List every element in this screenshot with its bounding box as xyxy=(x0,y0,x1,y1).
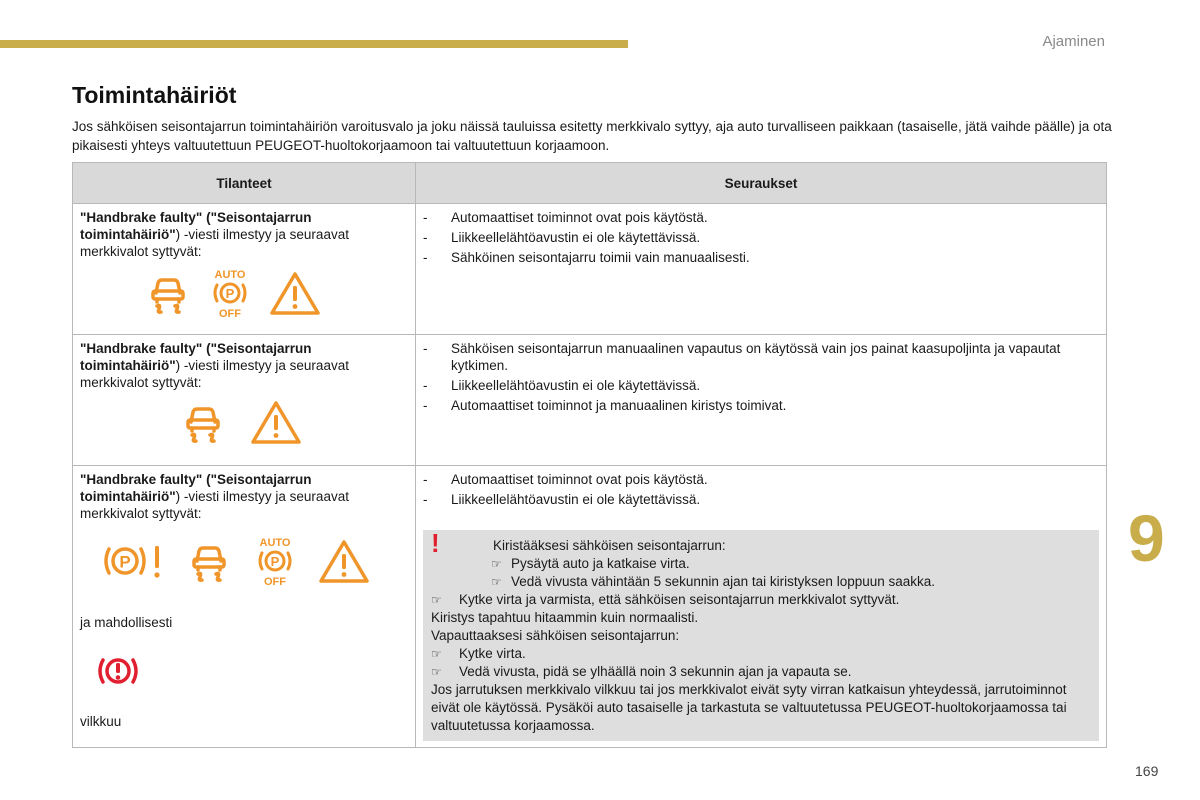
list-item xyxy=(431,663,1091,681)
pointing-hand-icon: ☞ xyxy=(491,557,502,571)
warning-triangle-icon xyxy=(318,538,370,588)
svg-text:P: P xyxy=(225,286,235,301)
list-item: - Automaattiset toiminnot ovat pois käytöstä. xyxy=(423,471,1099,488)
consequence-cell xyxy=(416,466,1107,748)
svg-text:OFF: OFF xyxy=(219,308,241,318)
consequence-list xyxy=(423,340,1099,414)
table-row xyxy=(73,466,1107,748)
skid-icon xyxy=(186,539,232,587)
skid-icon xyxy=(180,400,226,448)
step-text: Kytke virta ja varmista, että sähköisen seisontajarrun merkkivalot syttyvät. xyxy=(459,592,900,607)
warning-triangle-icon xyxy=(269,270,321,320)
exclamation-icon: ! xyxy=(431,528,440,558)
column-header-situations: Tilanteet xyxy=(73,163,416,204)
situation-cell xyxy=(73,335,416,466)
list-item: - Liikkeellelähtöavustin ei ole käytettävissä. xyxy=(423,229,1099,246)
step-text: Kytke virta. xyxy=(459,646,526,661)
pointing-hand-icon: ☞ xyxy=(431,593,442,607)
message-rest: ) -viesti ilmestyy ja seuraavat merkkivalot syttyvät: xyxy=(80,227,349,259)
consequence-list xyxy=(423,471,1099,508)
list-item: - Liikkeellelähtöavustin ei ole käytettävissä. xyxy=(423,491,1099,508)
step-text: Pysäytä auto ja katkaise virta. xyxy=(511,556,690,571)
and-possibly-text: ja mahdollisesti xyxy=(80,615,173,630)
svg-text:OFF: OFF xyxy=(264,576,286,586)
auto-p-off-icon xyxy=(209,268,251,322)
indicator-icons xyxy=(145,268,408,322)
pointing-hand-icon: ☞ xyxy=(491,575,502,589)
column-header-consequences: Seuraukset xyxy=(416,163,1107,204)
skid-icon xyxy=(145,271,191,319)
flashing-text: vilkkuu xyxy=(80,714,122,729)
note-line: Vapauttaaksesi sähköisen seisontajarrun: xyxy=(431,628,680,643)
message-rest: ) -viesti ilmestyy ja seuraavat merkkivalot syttyvät: xyxy=(80,358,349,390)
list-item xyxy=(491,555,1091,573)
page-number: 169 xyxy=(1135,763,1159,779)
section-label: Ajaminen xyxy=(1042,33,1105,50)
page-title: Toimintahäiriöt xyxy=(72,82,237,108)
message-bold: "Handbrake faulty" ("Seisontajarrun toimintahäiriö" xyxy=(80,472,312,504)
auto-p-off-icon xyxy=(254,536,296,590)
top-accent-bar xyxy=(0,40,628,48)
consequence-list xyxy=(423,209,1099,266)
list-item xyxy=(431,645,1091,663)
message-bold: "Handbrake faulty" ("Seisontajarrun toimintahäiriö" xyxy=(80,341,312,373)
procedure-note-box xyxy=(423,530,1099,741)
chapter-number: 9 xyxy=(1128,501,1165,575)
svg-text:P: P xyxy=(119,552,131,572)
table-row xyxy=(73,204,1107,335)
situation-text xyxy=(80,209,408,260)
indicator-icons xyxy=(100,536,408,590)
step-text: Vedä vivusta vähintään 5 sekunnin ajan tai kiristyksen loppuun saakka. xyxy=(511,574,936,589)
situation-cell xyxy=(73,466,416,748)
parking-brake-fault-icon xyxy=(100,539,164,587)
situation-text xyxy=(80,471,408,522)
brake-warning-icon xyxy=(96,653,408,693)
pointing-hand-icon: ☞ xyxy=(431,647,442,661)
message-rest: ) -viesti ilmestyy ja seuraavat merkkivalot syttyvät: xyxy=(80,489,349,521)
pointing-hand-icon: ☞ xyxy=(431,665,442,679)
table-header-row xyxy=(73,163,1107,204)
malfunction-table xyxy=(72,162,1107,748)
svg-text:P: P xyxy=(270,554,280,569)
warning-triangle-icon xyxy=(250,399,302,449)
list-item: - Automaattiset toiminnot ja manuaalinen kiristys toimivat. xyxy=(423,397,1099,414)
list-item: - Automaattiset toiminnot ovat pois käytöstä. xyxy=(423,209,1099,226)
note-line: Kiristys tapahtuu hitaammin kuin normaalisti. xyxy=(431,610,699,625)
list-item xyxy=(431,591,1091,609)
situation-text xyxy=(80,340,408,391)
indicator-icons xyxy=(180,399,408,449)
intro-paragraph: Jos sähköisen seisontajarrun toimintahäiriön varoitusvalo ja joku näissä tauluissa esitetty merkkivalo syttyy, aja auto turvalliseen paikkaan (tasaiselle, jätä vaihde päälle) ja ota pikaisesti yhteys valtuutettuun PEUGEOT-huoltokorjaamoon tai valtuutettuun korjaamoon. xyxy=(72,119,1112,153)
situation-cell xyxy=(73,204,416,335)
message-bold: "Handbrake faulty" ("Seisontajarrun toimintahäiriö" xyxy=(80,210,312,242)
svg-text:AUTO: AUTO xyxy=(259,537,291,549)
step-text: Vedä vivusta, pidä se ylhäällä noin 3 sekunnin ajan ja vapauta se. xyxy=(459,664,852,679)
consequence-cell xyxy=(416,335,1107,466)
consequence-cell xyxy=(416,204,1107,335)
note-heading: Kiristääksesi sähköisen seisontajarrun: xyxy=(493,538,726,553)
table-row xyxy=(73,335,1107,466)
list-item xyxy=(491,573,1091,591)
note-closing: Jos jarrutuksen merkkivalo vilkkuu tai jos merkkivalot eivät syty virran katkaisun yhteydessä, jarrutoiminnot eivät ole käytössä. Pysäköi auto tasaiselle ja tarkastuta se valtuutetussa PEUGEOT-huoltokorjaamossa tai valtuutetussa korjaamossa. xyxy=(431,682,1067,733)
svg-text:AUTO: AUTO xyxy=(214,269,246,281)
list-item: - Sähköisen seisontajarrun manuaalinen vapautus on käytössä vain jos painat kaasupoljinta ja vapautat kytkimen. xyxy=(423,340,1099,374)
list-item: - Liikkeellelähtöavustin ei ole käytettävissä. xyxy=(423,377,1099,394)
list-item: - Sähköinen seisontajarru toimii vain manuaalisesti. xyxy=(423,249,1099,266)
